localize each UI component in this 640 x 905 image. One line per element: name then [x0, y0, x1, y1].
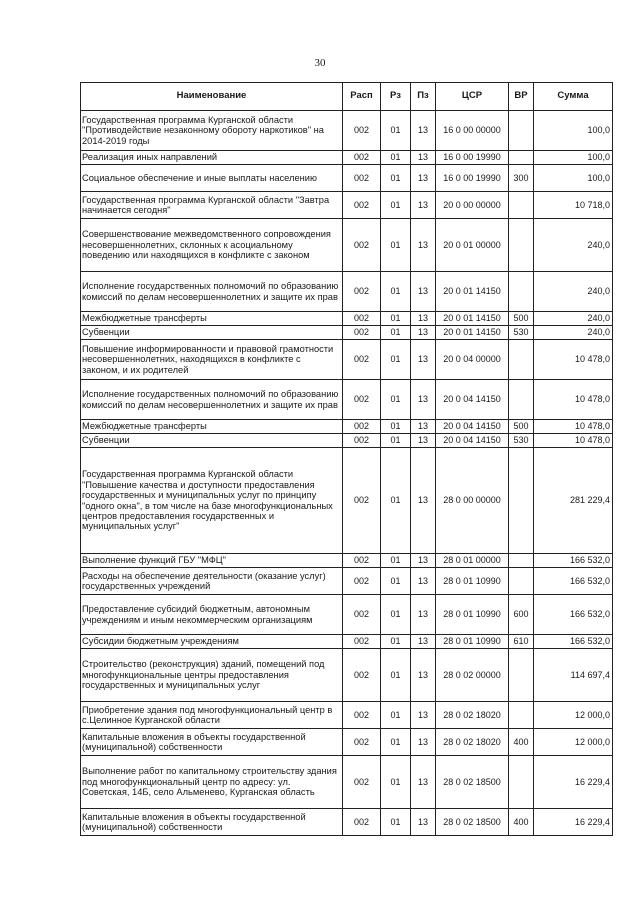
cell-vr: 500	[509, 420, 534, 434]
cell-name: Межбюджетные трансферты	[81, 312, 343, 326]
cell-rasp: 002	[343, 635, 381, 649]
cell-vr: 400	[509, 809, 534, 836]
cell-name: Субвенции	[81, 326, 343, 340]
cell-vr	[509, 111, 534, 151]
table-row	[81, 219, 613, 272]
table-row	[81, 312, 613, 326]
cell-pz: 13	[411, 649, 436, 702]
cell-vr: 500	[509, 312, 534, 326]
cell-name: Исполнение государственных полномочий по образованию комиссий по делам несовершеннолетних и защите их прав	[81, 380, 343, 420]
cell-sum: 10 478,0	[534, 340, 613, 380]
cell-pz: 13	[411, 568, 436, 595]
cell-pz: 13	[411, 809, 436, 836]
cell-pz: 13	[411, 448, 436, 554]
cell-sum: 10 718,0	[534, 192, 613, 219]
cell-rasp: 002	[343, 729, 381, 756]
cell-pz: 13	[411, 340, 436, 380]
budget-table	[80, 82, 613, 836]
cell-sum: 240,0	[534, 326, 613, 340]
cell-name: Приобретение здания под многофункциональный центр в с.Целинное Курганской области	[81, 702, 343, 729]
cell-pz: 13	[411, 702, 436, 729]
cell-csr: 28 0 02 18500	[436, 756, 509, 809]
cell-vr: 600	[509, 595, 534, 635]
cell-rz: 01	[381, 702, 411, 729]
cell-rz: 01	[381, 312, 411, 326]
table-row	[81, 272, 613, 312]
cell-sum: 166 532,0	[534, 635, 613, 649]
cell-rz: 01	[381, 729, 411, 756]
header-vr: ВР	[509, 83, 534, 111]
cell-vr	[509, 151, 534, 165]
cell-csr: 20 0 01 14150	[436, 312, 509, 326]
cell-rasp: 002	[343, 649, 381, 702]
table-row	[81, 554, 613, 568]
cell-sum: 114 697,4	[534, 649, 613, 702]
page-number: 30	[314, 57, 326, 69]
cell-rz: 01	[381, 756, 411, 809]
cell-name: Межбюджетные трансферты	[81, 420, 343, 434]
cell-sum: 166 532,0	[534, 595, 613, 635]
cell-name: Субсидии бюджетным учреждениям	[81, 635, 343, 649]
header-rz: Рз	[381, 83, 411, 111]
cell-rasp: 002	[343, 219, 381, 272]
table-row	[81, 434, 613, 448]
cell-rasp: 002	[343, 702, 381, 729]
header-csr: ЦСР	[436, 83, 509, 111]
header-rasp: Расп	[343, 83, 381, 111]
cell-name: Выполнение функций ГБУ "МФЦ"	[81, 554, 343, 568]
cell-vr: 400	[509, 729, 534, 756]
cell-pz: 13	[411, 111, 436, 151]
cell-rasp: 002	[343, 111, 381, 151]
cell-name: Выполнение работ по капитальному строительству здания под многофункциональный центр по адресу: ул. Советская, 14Б, село Альменево, Курганская область	[81, 756, 343, 809]
cell-rz: 01	[381, 111, 411, 151]
cell-rasp: 002	[343, 448, 381, 554]
table-row	[81, 568, 613, 595]
cell-vr	[509, 756, 534, 809]
cell-csr: 16 0 00 19990	[436, 165, 509, 192]
cell-rz: 01	[381, 568, 411, 595]
cell-sum: 16 229,4	[534, 809, 613, 836]
cell-vr	[509, 272, 534, 312]
table-row	[81, 151, 613, 165]
cell-sum: 240,0	[534, 219, 613, 272]
cell-rasp: 002	[343, 312, 381, 326]
cell-pz: 13	[411, 595, 436, 635]
cell-vr	[509, 219, 534, 272]
cell-rasp: 002	[343, 554, 381, 568]
cell-rz: 01	[381, 165, 411, 192]
cell-name: Реализация иных направлений	[81, 151, 343, 165]
cell-rasp: 002	[343, 595, 381, 635]
cell-rz: 01	[381, 448, 411, 554]
table-row	[81, 192, 613, 219]
cell-name: Капитальные вложения в объекты государственной (муниципальной) собственности	[81, 729, 343, 756]
cell-rasp: 002	[343, 326, 381, 340]
cell-pz: 13	[411, 165, 436, 192]
cell-vr	[509, 448, 534, 554]
cell-csr: 28 0 01 10990	[436, 568, 509, 595]
cell-rz: 01	[381, 340, 411, 380]
table-row	[81, 729, 613, 756]
cell-csr: 16 0 00 00000	[436, 111, 509, 151]
table-row	[81, 702, 613, 729]
cell-csr: 20 0 01 14150	[436, 326, 509, 340]
cell-pz: 13	[411, 756, 436, 809]
cell-name: Капитальные вложения в объекты государственной (муниципальной) собственности	[81, 809, 343, 836]
cell-sum: 10 478,0	[534, 380, 613, 420]
cell-sum: 10 478,0	[534, 434, 613, 448]
cell-rasp: 002	[343, 809, 381, 836]
cell-rz: 01	[381, 272, 411, 312]
cell-name: Расходы на обеспечение деятельности (оказание услуг) государственных учреждений	[81, 568, 343, 595]
cell-name: Строительство (реконструкция) зданий, помещений под многофункциональные центры предоставления государственных и муниципальных услуг	[81, 649, 343, 702]
cell-pz: 13	[411, 326, 436, 340]
cell-vr	[509, 340, 534, 380]
table-row	[81, 111, 613, 151]
cell-sum: 12 000,0	[534, 702, 613, 729]
cell-name: Повышение информированности и правовой грамотности несовершеннолетних, находящихся в конфликте с законом, и их родителей	[81, 340, 343, 380]
cell-vr: 530	[509, 434, 534, 448]
table-row	[81, 649, 613, 702]
cell-rasp: 002	[343, 340, 381, 380]
cell-vr	[509, 192, 534, 219]
cell-name: Субвенции	[81, 434, 343, 448]
table-row	[81, 756, 613, 809]
cell-sum: 100,0	[534, 111, 613, 151]
cell-csr: 28 0 01 10990	[436, 595, 509, 635]
cell-csr: 20 0 04 14150	[436, 380, 509, 420]
cell-csr: 28 0 02 00000	[436, 649, 509, 702]
cell-vr	[509, 380, 534, 420]
cell-rasp: 002	[343, 756, 381, 809]
cell-rz: 01	[381, 192, 411, 219]
cell-name: Государственная программа Курганской области "Повышение качества и доступности предоставления государственных и муниципальных услуг по принципу "одного окна", в том числе на базе многофункциональных центров предоставления государственных и муниципальных услуг"	[81, 448, 343, 554]
cell-rz: 01	[381, 380, 411, 420]
cell-pz: 13	[411, 434, 436, 448]
cell-vr	[509, 702, 534, 729]
cell-rz: 01	[381, 434, 411, 448]
header-sum: Сумма	[534, 83, 613, 111]
cell-csr: 28 0 02 18020	[436, 729, 509, 756]
table-row	[81, 420, 613, 434]
cell-sum: 100,0	[534, 165, 613, 192]
cell-csr: 28 0 01 10990	[436, 635, 509, 649]
cell-rasp: 002	[343, 420, 381, 434]
cell-csr: 20 0 04 14150	[436, 434, 509, 448]
cell-pz: 13	[411, 192, 436, 219]
cell-sum: 12 000,0	[534, 729, 613, 756]
cell-csr: 28 0 02 18500	[436, 809, 509, 836]
cell-sum: 10 478,0	[534, 420, 613, 434]
cell-csr: 28 0 00 00000	[436, 448, 509, 554]
cell-rz: 01	[381, 554, 411, 568]
header-pz: Пз	[411, 83, 436, 111]
cell-vr: 300	[509, 165, 534, 192]
cell-rz: 01	[381, 595, 411, 635]
table-header-row	[81, 83, 613, 111]
cell-rz: 01	[381, 219, 411, 272]
cell-name: Исполнение государственных полномочий по образованию комиссий по делам несовершеннолетних и защите их прав	[81, 272, 343, 312]
header-name: Наименование	[81, 83, 343, 111]
cell-sum: 240,0	[534, 312, 613, 326]
cell-rz: 01	[381, 326, 411, 340]
cell-sum: 281 229,4	[534, 448, 613, 554]
cell-csr: 16 0 00 19990	[436, 151, 509, 165]
cell-rasp: 002	[343, 151, 381, 165]
cell-rasp: 002	[343, 568, 381, 595]
cell-csr: 20 0 00 00000	[436, 192, 509, 219]
cell-csr: 20 0 04 00000	[436, 340, 509, 380]
cell-rz: 01	[381, 809, 411, 836]
table-row	[81, 809, 613, 836]
cell-vr: 530	[509, 326, 534, 340]
cell-name: Совершенствование межведомственного сопровождения несовершеннолетних, склонных к асоциальному поведению или находящихся в конфликте с законом	[81, 219, 343, 272]
cell-csr: 28 0 01 00000	[436, 554, 509, 568]
table-row	[81, 340, 613, 380]
cell-sum: 166 532,0	[534, 568, 613, 595]
table-row	[81, 165, 613, 192]
cell-sum: 100,0	[534, 151, 613, 165]
cell-name: Социальное обеспечение и иные выплаты населению	[81, 165, 343, 192]
cell-vr	[509, 554, 534, 568]
table-row	[81, 595, 613, 635]
cell-csr: 20 0 04 14150	[436, 420, 509, 434]
cell-name: Государственная программа Курганской области "Противодействие незаконному обороту наркотиков" на 2014-2019 годы	[81, 111, 343, 151]
table-row	[81, 635, 613, 649]
cell-rasp: 002	[343, 192, 381, 219]
cell-pz: 13	[411, 729, 436, 756]
cell-name: Предоставление субсидий бюджетным, автономным учреждениям и иным некоммерческим организациям	[81, 595, 343, 635]
cell-rasp: 002	[343, 380, 381, 420]
cell-csr: 28 0 02 18020	[436, 702, 509, 729]
cell-rz: 01	[381, 649, 411, 702]
cell-rasp: 002	[343, 434, 381, 448]
cell-csr: 20 0 01 14150	[436, 272, 509, 312]
cell-rz: 01	[381, 420, 411, 434]
cell-pz: 13	[411, 380, 436, 420]
cell-rasp: 002	[343, 272, 381, 312]
cell-sum: 166 532,0	[534, 554, 613, 568]
cell-name: Государственная программа Курганской области "Завтра начинается сегодня"	[81, 192, 343, 219]
cell-vr	[509, 649, 534, 702]
cell-pz: 13	[411, 554, 436, 568]
cell-vr	[509, 568, 534, 595]
cell-sum: 16 229,4	[534, 756, 613, 809]
cell-pz: 13	[411, 312, 436, 326]
cell-rasp: 002	[343, 165, 381, 192]
cell-pz: 13	[411, 635, 436, 649]
cell-sum: 240,0	[534, 272, 613, 312]
table-row	[81, 326, 613, 340]
cell-rz: 01	[381, 151, 411, 165]
table-row	[81, 380, 613, 420]
table-row	[81, 448, 613, 554]
cell-pz: 13	[411, 420, 436, 434]
cell-pz: 13	[411, 219, 436, 272]
cell-vr: 610	[509, 635, 534, 649]
cell-pz: 13	[411, 272, 436, 312]
cell-rz: 01	[381, 635, 411, 649]
cell-csr: 20 0 01 00000	[436, 219, 509, 272]
cell-pz: 13	[411, 151, 436, 165]
